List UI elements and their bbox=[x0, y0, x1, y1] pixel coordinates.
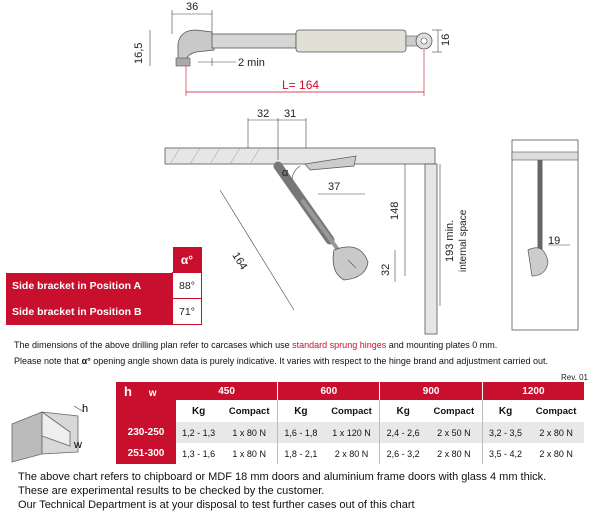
internal-space-label: internal space bbox=[458, 209, 469, 272]
table-row bbox=[116, 422, 584, 443]
table-cell: 1 x 80 N bbox=[221, 422, 277, 443]
table-cell: 2 x 80 N bbox=[334, 448, 369, 459]
dim-31: 31 bbox=[284, 108, 297, 120]
w-label: w bbox=[148, 387, 157, 399]
dim-L: L= 164 bbox=[282, 78, 320, 92]
gas-spring-drawing bbox=[0, 0, 600, 100]
table-cell: 2 x 80 N bbox=[437, 448, 471, 459]
angle-table bbox=[6, 247, 202, 325]
range-cell: 251-300 bbox=[116, 443, 176, 464]
cabinet-h: h bbox=[82, 403, 89, 415]
spring-table bbox=[116, 382, 584, 464]
note-angle: Please note that α° opening angle shown data is purely indicative. It varies with respect to the hinge brand and adjustment carried out. bbox=[14, 356, 548, 366]
width-600: 600 bbox=[278, 382, 380, 400]
dim-32b: 32 bbox=[380, 263, 392, 276]
table-cell: 1 x 120 N bbox=[324, 422, 380, 443]
dim-19: 19 bbox=[548, 235, 561, 247]
dim-16: 16 bbox=[440, 33, 452, 46]
dim-193: 193 min. bbox=[444, 219, 456, 262]
dim-148: 148 bbox=[389, 201, 401, 220]
revision-label: Rev. 01 bbox=[561, 373, 588, 382]
table-cell: 3,2 - 3,5 bbox=[482, 422, 528, 443]
note-drilling: The dimensions of the above drilling plan refer to carcases which use standard sprung hinges and mounting plates 0 mm. bbox=[14, 340, 498, 350]
table-cell: 2 x 80 N bbox=[528, 422, 584, 443]
compact-header: Compact bbox=[221, 400, 277, 422]
width-900: 900 bbox=[380, 382, 482, 400]
table-cell: 3,5 - 4,2 bbox=[482, 443, 528, 464]
alpha-header: α° bbox=[173, 247, 202, 273]
table-cell: 2 x 80 N bbox=[539, 448, 573, 459]
standard-hinges-link[interactable]: standard sprung hinges bbox=[292, 340, 387, 350]
table-cell: 2,4 - 2,6 bbox=[380, 422, 426, 443]
table-row bbox=[116, 443, 584, 464]
table-cell: 2,6 - 3,2 bbox=[380, 443, 426, 464]
dim-36: 36 bbox=[186, 1, 199, 13]
table-cell: 1,2 - 1,3 bbox=[176, 422, 221, 443]
dim-2min: 2 min bbox=[238, 57, 265, 69]
compact-header: Compact bbox=[426, 400, 482, 422]
kg-header: Kg bbox=[176, 400, 221, 422]
table-cell: 1,8 - 2,1 bbox=[278, 443, 324, 464]
width-1200: 1200 bbox=[482, 382, 584, 400]
table-cell: 1,6 - 1,8 bbox=[278, 422, 324, 443]
footer-line-2: These are experimental results to be checked by the customer. bbox=[18, 485, 325, 497]
table-row bbox=[6, 299, 202, 325]
table-cell: 2 x 50 N bbox=[426, 422, 482, 443]
dim-164: 164 bbox=[229, 250, 250, 273]
footer-line-3: Our Technical Department is at your disposal to test further cases out of this chart bbox=[18, 499, 415, 511]
compact-header: Compact bbox=[324, 400, 380, 422]
h-label: h bbox=[124, 383, 132, 399]
dim-alpha: α bbox=[282, 167, 289, 179]
kg-header: Kg bbox=[278, 400, 324, 422]
position-a-value: 88° bbox=[173, 273, 202, 299]
cabinet-w: w bbox=[74, 439, 82, 451]
compact-header: Compact bbox=[528, 400, 584, 422]
dim-16-5: 16,5 bbox=[133, 42, 145, 64]
table-cell: 1 x 80 N bbox=[232, 448, 266, 459]
dim-32: 32 bbox=[257, 108, 270, 120]
kg-header: Kg bbox=[482, 400, 528, 422]
position-a-label: Side bracket in Position A bbox=[6, 273, 173, 299]
kg-header: Kg bbox=[380, 400, 426, 422]
table-cell: 1,3 - 1,6 bbox=[182, 448, 216, 459]
dim-37: 37 bbox=[328, 181, 341, 193]
range-cell: 230-250 bbox=[116, 422, 176, 443]
position-b-value: 71° bbox=[173, 299, 202, 325]
table-row bbox=[6, 273, 202, 299]
footer-line-1: The above chart refers to chipboard or MDF 18 mm doors and aluminium frame doors with glass 4 mm thick. bbox=[18, 471, 547, 483]
position-b-label: Side bracket in Position B bbox=[6, 299, 173, 325]
cabinet-icon bbox=[8, 402, 108, 466]
width-450: 450 bbox=[176, 382, 278, 400]
